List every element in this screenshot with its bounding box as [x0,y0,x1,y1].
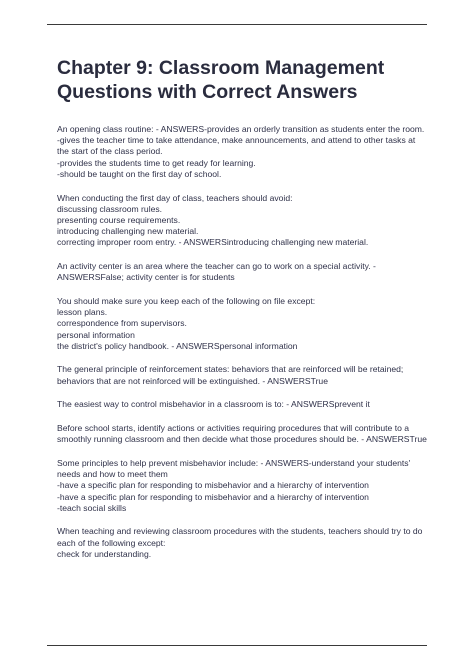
qa-item: When teaching and reviewing classroom procedures with the students, teachers should try to do each of the following except: check for understanding. [57,526,423,559]
qa-item: You should make sure you keep each of the following on file except: lesson plans. correspondence from supervisors. personal information the district's policy handbook. - ANSWERSpersonal information [57,295,316,351]
qa-item: When conducting the first day of class, teachers should avoid: discussing classroom rules. presenting course requirements. introducing challenging new material. correcting improper room entry. - ANSWERSintroducing challenging new material. [57,192,369,248]
qa-item: An opening class routine: - ANSWERS-provides an orderly transition as students enter the room. -gives the teacher time to take attendance, make announcements, and attend to other tasks at the start of the class period. -provides the students time to get ready for learning. -should be taught on the first day of school. [57,124,425,179]
qa-item: The easiest way to control misbehavior in a classroom is to: - ANSWERSprevent it [57,399,370,410]
qa-list [57,124,429,573]
document-title: Chapter 9: Classroom Management Questions with Correct Answers [57,57,385,103]
top-rule [47,24,427,25]
qa-item: The general principle of reinforcement states: behaviors that are reinforced will be retained; behaviors that are not reinforced will be extinguished. - ANSWERSTrue [57,364,404,386]
qa-item: Before school starts, identify actions or activities requiring procedures that will contribute to a smoothly running classroom and then decide what those procedures should be. - ANSWERSTrue [57,423,427,445]
qa-item: An activity center is an area where the teacher can go to work on a special activity. - ANSWERSFalse; activity center is for students [57,261,376,283]
qa-item: Some principles to help prevent misbehavior include: - ANSWERS-understand your students' needs and how to meet them -have a specific plan for responding to misbehavior and a hierarchy of intervention -have a specific plan for responding to misbehavior and a hierarchy of intervention -teach social skills [57,457,411,513]
bottom-rule [47,645,427,646]
